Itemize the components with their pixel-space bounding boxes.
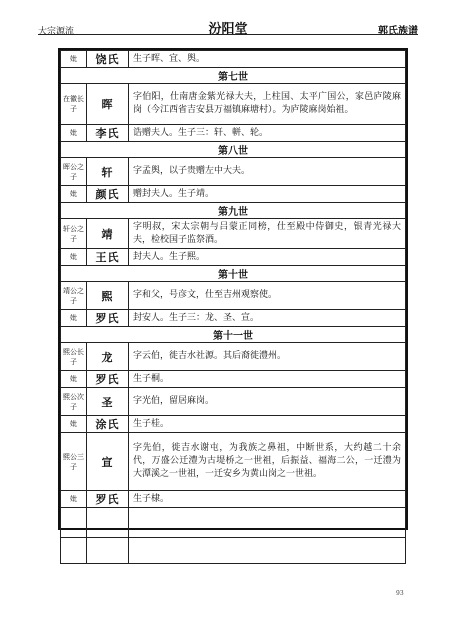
generation-header-row (61, 142, 406, 158)
genealogy-table (60, 50, 406, 564)
header-book-title: 郭氏族谱 (378, 26, 418, 37)
description-cell: 字伯阳，仕南唐金紫光禄大夫，上柱国、太平广国公，家邑庐陵麻岗（今江西省吉安县万福镇麻塘村）。为庐陵麻岗始祖。 (129, 84, 406, 125)
name-cell: 熙 (87, 282, 129, 310)
name-cell: 罗氏 (87, 371, 129, 388)
relation-cell: 在徽长子 (61, 84, 87, 125)
page-header (38, 6, 418, 36)
name-cell: 宣 (87, 433, 129, 491)
relation-cell: 妣 (61, 186, 87, 203)
generation-header-row (61, 327, 406, 343)
name-cell: 靖 (87, 219, 129, 249)
description-cell: 诰赠夫人。生子三：轩、軿、轮。 (129, 125, 406, 142)
name-cell: 晖 (87, 84, 129, 125)
table-row (61, 186, 406, 203)
name-cell: 罗氏 (87, 310, 129, 327)
description-cell: 赠封夫人。生子靖。 (129, 186, 406, 203)
table-row (61, 249, 406, 266)
description-cell: 封安人。生子三：龙、圣、宣。 (129, 310, 406, 327)
name-cell: 颜氏 (87, 186, 129, 203)
relation-cell: 妣 (61, 125, 87, 142)
relation-cell: 妣 (61, 249, 87, 266)
table-row (61, 125, 406, 142)
name-cell: 涂氏 (87, 416, 129, 433)
description-cell: 生子棣。 (129, 491, 406, 508)
table-row (61, 158, 406, 186)
relation-cell: 晖公之子 (61, 158, 87, 186)
table-row (61, 433, 406, 491)
relation-cell: 熙公长子 (61, 343, 87, 371)
description-cell: 字孟舆，以子贵赠左中大夫。 (129, 158, 406, 186)
relation-cell: 妣 (61, 310, 87, 327)
header-series-title: 大宗源流 (38, 27, 75, 37)
description-cell: 生子桐。 (129, 371, 406, 388)
generation-title: 第十一世 (61, 327, 406, 343)
generation-title: 第七世 (61, 68, 406, 84)
table-row (61, 416, 406, 433)
name-cell: 圣 (87, 388, 129, 416)
table-row (61, 491, 406, 508)
table-row (61, 219, 406, 249)
description-cell: 字云伯，徙吉水社源。其后裔徙澧州。 (129, 343, 406, 371)
name-cell: 龙 (87, 343, 129, 371)
relation-cell: 妣 (61, 371, 87, 388)
description-cell: 封夫人。生子熙。 (129, 249, 406, 266)
header-divider (38, 34, 418, 35)
generation-title: 第十世 (61, 266, 406, 282)
description-cell: 生子晖、宜、舆。 (129, 51, 406, 68)
relation-cell: 熙公次子 (61, 388, 87, 416)
relation-cell: 妣 (61, 416, 87, 433)
relation-cell: 靖公之子 (61, 282, 87, 310)
table-row (61, 388, 406, 416)
table-row (61, 282, 406, 310)
description-cell: 生子桂。 (129, 416, 406, 433)
name-cell: 饶氏 (87, 51, 129, 68)
header-hall-name: 汾阳堂 (208, 22, 248, 37)
table-row (61, 84, 406, 125)
name-cell: 罗氏 (87, 491, 129, 508)
description-cell: 字和父，号彦文，仕至吉州观察使。 (129, 282, 406, 310)
name-cell: 王氏 (87, 249, 129, 266)
page-number: 93 (396, 590, 404, 597)
name-cell: 李氏 (87, 125, 129, 142)
table-row (61, 371, 406, 388)
table-row (61, 51, 406, 68)
description-cell: 字明叔，宋太宗朝与吕蒙正同榜，仕至殿中侍御史，银青光禄大夫，检校国子监祭酒。 (129, 219, 406, 249)
description-cell: 字先伯，徙吉水谢屯，为我族之鼻祖，中断世系，大约越二十余代，万盛公迁澧为古堤桥之一世祖，后振益、福海二公，一迁澧为大潭溪之一世祖，一迁安乡为黄山岗之一世祖。 (129, 433, 406, 491)
generation-header-row (61, 68, 406, 84)
relation-cell: 轩公之子 (61, 219, 87, 249)
generation-title: 第九世 (61, 203, 406, 219)
relation-cell: 妣 (61, 51, 87, 68)
table-row (61, 310, 406, 327)
description-cell: 字光伯，留居麻岗。 (129, 388, 406, 416)
generation-header-row (61, 203, 406, 219)
generation-header-row (61, 266, 406, 282)
empty-row (61, 508, 406, 538)
empty-row (61, 538, 406, 564)
generation-title: 第八世 (61, 142, 406, 158)
relation-cell: 妣 (61, 491, 87, 508)
relation-cell: 熙公三子 (61, 433, 87, 491)
table-row (61, 343, 406, 371)
name-cell: 轩 (87, 158, 129, 186)
